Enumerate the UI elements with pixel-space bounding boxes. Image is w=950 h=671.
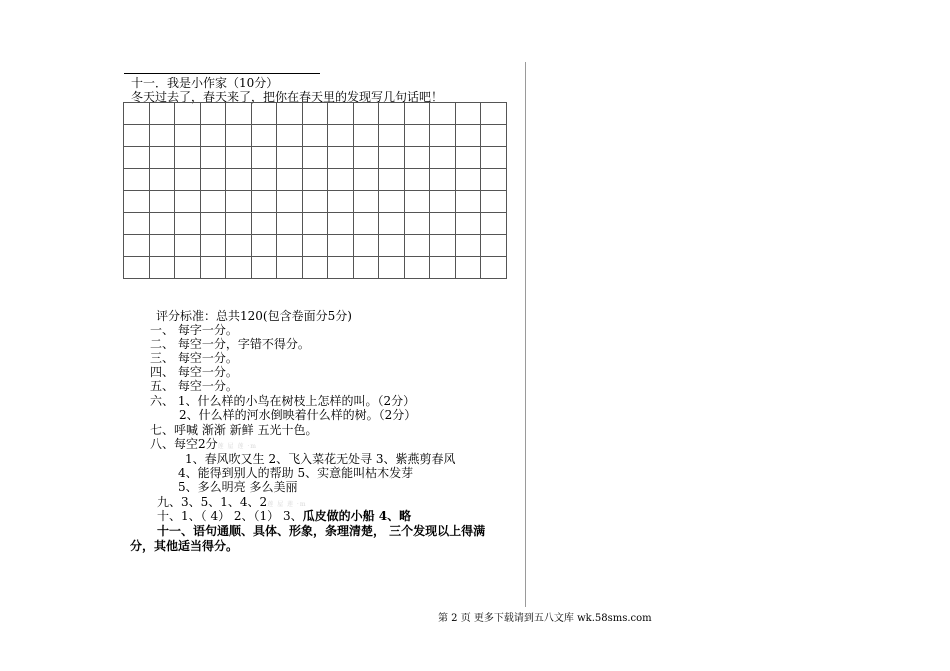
answer-item: 六、 1、什么样的小鸟在树枝上怎样的叫。（2分） (150, 394, 416, 408)
grid-cell (200, 103, 226, 125)
grid-row (124, 257, 507, 279)
grid-cell (226, 191, 252, 213)
grid-cell (481, 213, 507, 235)
grid-cell (455, 191, 481, 213)
grid-cell (175, 169, 201, 191)
answer-item: 1、春风吹又生 2、飞入菜花无处寻 3、紫燕剪春风 (185, 452, 456, 466)
grid-cell (175, 125, 201, 147)
grid-cell (328, 257, 354, 279)
grid-cell (379, 147, 405, 169)
grid-cell (379, 213, 405, 235)
grid-cell (328, 235, 354, 257)
answer-item: 4、能得到别人的帮助 5、实意能叫枯木发芽 (178, 466, 414, 480)
grid-cell (328, 191, 354, 213)
grid-cell (251, 125, 277, 147)
grid-cell (124, 191, 150, 213)
grid-cell (251, 103, 277, 125)
grid-cell (455, 103, 481, 125)
grid-cell (328, 213, 354, 235)
grid-cell (277, 213, 303, 235)
grid-cell (379, 125, 405, 147)
grid-cell (251, 213, 277, 235)
grid-cell (251, 169, 277, 191)
column-divider (525, 62, 526, 607)
answer-item: 五、 每空一分。 (150, 379, 238, 393)
grid-cell (379, 191, 405, 213)
grid-cell (149, 235, 175, 257)
answer-item-text: 十、1、（ 4） 2、（1） 3、 (157, 509, 303, 523)
grid-cell (404, 147, 430, 169)
grid-row (124, 213, 507, 235)
grid-cell (430, 125, 456, 147)
grid-cell (149, 147, 175, 169)
grid-cell (481, 125, 507, 147)
grid-cell (200, 257, 226, 279)
grid-cell (277, 125, 303, 147)
grid-cell (353, 213, 379, 235)
grid-cell (200, 147, 226, 169)
answer-item: 一、 每字一分。 (150, 323, 238, 337)
grid-cell (302, 213, 328, 235)
grid-cell (353, 191, 379, 213)
grid-cell (175, 103, 201, 125)
grid-cell (302, 257, 328, 279)
grid-cell (481, 235, 507, 257)
grid-cell (277, 191, 303, 213)
answer-item: 5、多么明亮 多么美丽 (178, 480, 298, 494)
answer-item (157, 509, 411, 523)
grid-cell (175, 235, 201, 257)
grid-cell (124, 213, 150, 235)
grid-cell (302, 147, 328, 169)
grid-cell (302, 103, 328, 125)
grid-cell (200, 125, 226, 147)
grid-cell (226, 147, 252, 169)
grid-cell (353, 169, 379, 191)
grid-cell (481, 169, 507, 191)
grid-cell (302, 125, 328, 147)
answer-item-text: 八、每空2分 (150, 437, 218, 451)
grid-cell (277, 147, 303, 169)
grid-cell (430, 257, 456, 279)
grid-cell (455, 147, 481, 169)
grid-cell (200, 235, 226, 257)
grid-cell (481, 147, 507, 169)
grid-row (124, 103, 507, 125)
watermark: 莲 屋 莲 ·m (217, 443, 257, 450)
grid-cell (353, 257, 379, 279)
grid-cell (328, 125, 354, 147)
grid-row (124, 191, 507, 213)
watermark: 莲 屋 莲 ·m (267, 501, 307, 508)
grid-cell (124, 257, 150, 279)
grid-cell (200, 191, 226, 213)
grid-cell (404, 191, 430, 213)
answer-item-text: 九、3、5、1、4、2 (157, 495, 268, 509)
grid-cell (124, 235, 150, 257)
grid-cell (149, 125, 175, 147)
grid-cell (353, 125, 379, 147)
grid-cell (430, 191, 456, 213)
grid-cell (124, 169, 150, 191)
grid-cell (149, 213, 175, 235)
grid-cell (226, 235, 252, 257)
grid-row (124, 147, 507, 169)
grid-cell (328, 147, 354, 169)
grid-cell (481, 103, 507, 125)
grid-cell (124, 147, 150, 169)
grid-cell (226, 257, 252, 279)
grid-cell (251, 191, 277, 213)
grid-cell (455, 169, 481, 191)
grid-cell (175, 213, 201, 235)
grid-cell (481, 191, 507, 213)
grid-row (124, 125, 507, 147)
grid-cell (149, 169, 175, 191)
grid-cell (200, 169, 226, 191)
grid-cell (302, 235, 328, 257)
grid-cell (175, 257, 201, 279)
grid-cell (379, 169, 405, 191)
grid-cell (430, 235, 456, 257)
grid-cell (404, 235, 430, 257)
grid-cell (353, 103, 379, 125)
grid-cell (175, 147, 201, 169)
section-title: 十一．我是小作家（10分） (131, 76, 279, 90)
grid-cell (277, 257, 303, 279)
answer-item: 七、呼喊 渐渐 新鲜 五光十色。 (150, 423, 318, 437)
grid-cell (455, 125, 481, 147)
grid-cell (379, 257, 405, 279)
grid-cell (226, 103, 252, 125)
grid-cell (404, 125, 430, 147)
grid-cell (328, 169, 354, 191)
grid-cell (226, 125, 252, 147)
grid-cell (328, 103, 354, 125)
grid-cell (124, 125, 150, 147)
grid-cell (149, 103, 175, 125)
answer-item: 十一、语句通顺、具体、形象，条理清楚， 三个发现以上得满 (157, 524, 486, 538)
grid-cell (404, 257, 430, 279)
top-rule (124, 73, 320, 74)
grid-cell (455, 235, 481, 257)
grid-cell (302, 169, 328, 191)
grid-cell (379, 103, 405, 125)
answer-heading: 评分标准：总共120(包含卷面分5分) (156, 309, 352, 323)
grid-cell (455, 213, 481, 235)
grid-cell (149, 257, 175, 279)
answer-item: 2、什么样的河水倒映着什么样的树。（2分） (179, 408, 417, 422)
grid-row (124, 169, 507, 191)
writing-grid (123, 102, 507, 279)
grid-cell (353, 235, 379, 257)
grid-cell (149, 191, 175, 213)
grid-cell (404, 213, 430, 235)
grid-cell (226, 213, 252, 235)
grid-cell (175, 191, 201, 213)
answer-item: 三、 每空一分。 (150, 351, 238, 365)
answer-item: 四、 每空一分。 (150, 365, 238, 379)
grid-cell (481, 257, 507, 279)
grid-cell (430, 213, 456, 235)
grid-cell (430, 147, 456, 169)
answer-item: 分，其他适当得分。 (130, 539, 239, 553)
writing-prompt: 冬天过去了，春天来了，把你在春天里的发现写几句话吧！ (131, 90, 444, 104)
grid-cell (379, 235, 405, 257)
grid-cell (251, 147, 277, 169)
grid-cell (277, 169, 303, 191)
grid-cell (455, 257, 481, 279)
grid-cell (404, 169, 430, 191)
grid-cell (124, 103, 150, 125)
grid-cell (200, 213, 226, 235)
grid-cell (226, 169, 252, 191)
grid-cell (430, 169, 456, 191)
grid-cell (404, 103, 430, 125)
answer-item: 二、 每空一分，字错不得分。 (150, 337, 310, 351)
grid-cell (430, 103, 456, 125)
grid-row (124, 235, 507, 257)
page-footer: 第 2 页 更多下载请到五八文库 wk.58sms.com (438, 613, 652, 624)
grid-cell (277, 103, 303, 125)
grid-cell (353, 147, 379, 169)
grid-cell (251, 257, 277, 279)
grid-cell (277, 235, 303, 257)
grid-cell (251, 235, 277, 257)
grid-cell (302, 191, 328, 213)
answer-item-text-bold: 瓜皮做的小船 4、略 (302, 509, 412, 523)
